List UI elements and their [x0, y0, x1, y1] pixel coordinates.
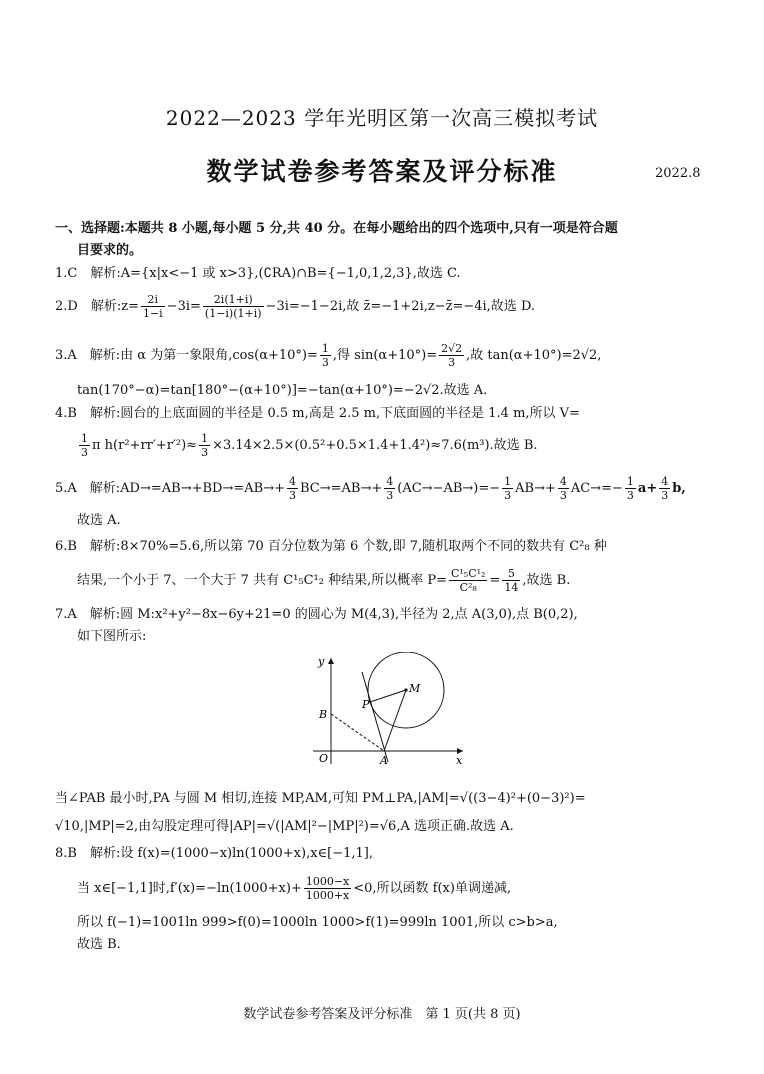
segment-mp — [370, 690, 406, 702]
q3-frac1-num: 1 — [321, 342, 329, 355]
answer-key-title: 数学试卷参考答案及评分标准 — [206, 157, 558, 186]
q8-suffix: <0,所以函数 f(x)单调递减, — [353, 881, 512, 896]
q5-frac4 — [558, 475, 569, 502]
q3-prefix: 3.A 解析:由 α 为第一象限角,cos(α+10°)= — [55, 348, 318, 363]
q5-frac5 — [625, 475, 636, 502]
section-heading-line1: 一、选择题:本题共 8 小题,每小题 5 分,共 40 分。在每小题给出的四个选项中,只有一项是符合题 — [55, 221, 618, 236]
q5-frac4-num: 4 — [559, 475, 567, 488]
q4-mid: π h(r²+rr′+r′²)≈ — [92, 438, 198, 453]
q5-frac1-den: 3 — [288, 489, 296, 502]
q8-line2 — [77, 875, 511, 902]
tangent-line-pa — [362, 672, 388, 762]
q5-frac3-num: 1 — [504, 475, 512, 488]
q8-line4: 故选 B. — [77, 937, 121, 952]
q3-frac2-den: 3 — [448, 356, 456, 369]
q5-frac5-den: 3 — [626, 489, 634, 502]
q6-line2 — [77, 567, 570, 594]
q5-frac3 — [502, 475, 513, 502]
q8-frac1 — [304, 875, 351, 902]
label-o: O — [319, 752, 329, 765]
q2-answer — [55, 293, 535, 320]
y-axis-arrow-icon — [328, 658, 334, 664]
page-footer: 数学试卷参考答案及评分标准 第 1 页(共 8 页) — [243, 1007, 521, 1022]
q4-frac2-num: 1 — [201, 432, 209, 445]
q5-frac2-den: 3 — [386, 489, 394, 502]
q6-frac1 — [449, 567, 487, 594]
q5-frac6 — [659, 475, 670, 502]
segment-am — [384, 690, 406, 751]
label-m: M — [409, 682, 421, 695]
label-p: P — [362, 698, 370, 711]
q4-line1: 4.B 解析:圆台的上底面圆的半径是 0.5 m,高是 2.5 m,下底面圆的半径是 1.4 m,所以 V= — [55, 406, 580, 421]
q3-answer — [55, 342, 601, 369]
q4-frac1 — [79, 432, 90, 459]
point-m — [404, 688, 407, 691]
q3-line2: tan(170°−α)=tan[180°−(α+10°)]=−tan(α+10°)=−2√2.故选 A. — [77, 383, 488, 398]
q3-frac1 — [320, 342, 331, 369]
q7-line2: 如下图所示: — [77, 629, 147, 644]
q4-line2 — [77, 432, 538, 459]
exam-title: 2022—2023 学年光明区第一次高三模拟考试 — [165, 106, 599, 130]
label-b: B — [319, 708, 328, 721]
q5-frac3-den: 3 — [504, 489, 512, 502]
q5-suffix: b, — [672, 481, 686, 496]
q5-frac1 — [287, 475, 298, 502]
q5-frac6-num: 4 — [661, 475, 669, 488]
q7-figure — [308, 652, 468, 771]
q2-frac2-num: 2i(1+i) — [203, 293, 264, 307]
q7-diagram — [308, 652, 468, 767]
q3-frac2 — [439, 342, 464, 369]
q5-line2: 故选 A. — [77, 513, 121, 528]
label-x: x — [456, 754, 463, 767]
q4-suffix: ×3.14×2.5×(0.5²+0.5×1.4+1.4²)≈7.6(m³).故选 B. — [212, 438, 538, 453]
q3-suffix: ,故 tan(α+10°)=2√2, — [466, 348, 602, 363]
q6-prefix: 结果,一个小于 7、一个大于 7 共有 C¹₅C¹₂ 种结果,所以概率 P= — [77, 573, 447, 588]
q3-frac1-den: 3 — [321, 356, 329, 369]
q6-suffix: ,故选 B. — [522, 573, 571, 588]
q5-frac6-den: 3 — [661, 489, 669, 502]
q5-mid1: BC→=AB→+ — [299, 481, 383, 496]
q2-frac2-den: (1−i)(1+i) — [204, 307, 262, 320]
q2-frac1-num: 2i — [141, 293, 165, 307]
q5-frac2-num: 4 — [386, 475, 394, 488]
q5-prefix: 5.A 解析:AD→=AB→+BD→=AB→+ — [55, 481, 285, 496]
q8-prefix: 当 x∈[−1,1]时,f′(x)=−ln(1000+x)+ — [77, 881, 302, 896]
q6-eq: = — [489, 573, 501, 588]
q5-mid5: a+ — [637, 481, 658, 496]
q2-frac1-den: 1−i — [142, 307, 163, 320]
q8-line3: 所以 f(−1)=1001ln 999>f(0)=1000ln 1000>f(1)=999ln 1001,所以 c>b>a, — [77, 915, 558, 930]
q6-frac2 — [502, 567, 520, 594]
q4-frac1-den: 3 — [81, 446, 88, 459]
q4-frac1-num: 1 — [81, 432, 88, 445]
q4-frac2 — [199, 432, 210, 459]
q8-frac1-den: 1000+x — [305, 889, 350, 902]
q2-prefix: 2.D 解析:z= — [55, 299, 139, 314]
q5-answer — [55, 475, 686, 502]
q5-frac4-den: 3 — [559, 489, 567, 502]
q6-frac1-num: C¹₅C¹₂ — [450, 567, 486, 580]
label-y: y — [318, 655, 325, 668]
q7-line4: √10,|MP|=2,由勾股定理可得|AP|=√(|AM|²−|MP|²)=√6,A 选项正确.故选 A. — [55, 819, 514, 834]
q3-mid: ,得 sin(α+10°)= — [332, 348, 438, 363]
q3-frac2-num: 2√2 — [441, 342, 463, 355]
q7-line1: 7.A 解析:圆 M:x²+y²−8x−6y+21=0 的圆心为 M(4,3),半径为 2,点 A(3,0),点 B(0,2), — [55, 607, 578, 622]
q2-suffix: −3i=−1−2i,故 z̄=−1+2i,z−z̄=−4i,故选 D. — [265, 299, 536, 314]
q4-frac2-den: 3 — [201, 446, 209, 459]
q6-frac2-num: 5 — [502, 567, 520, 581]
q5-mid4: AC→=− — [570, 481, 623, 496]
q2-mid: −3i= — [166, 299, 201, 314]
q7-line3: 当∠PAB 最小时,PA 与圆 M 相切,连接 MP,AM,可知 PM⊥PA,|AM|=√((3−4)²+(0−3)²)= — [55, 791, 586, 806]
section-heading-line2: 目要求的。 — [77, 243, 143, 258]
q2-frac1 — [141, 293, 165, 320]
q5-mid3: AB→+ — [515, 481, 556, 496]
q5-frac2 — [384, 475, 395, 502]
q2-frac2 — [203, 293, 264, 320]
q5-frac1-num: 4 — [288, 475, 296, 488]
q8-frac1-num: 1000−x — [305, 875, 350, 888]
q8-line1: 8.B 解析:设 f(x)=(1000−x)ln(1000+x),x∈[−1,1], — [55, 846, 374, 861]
q6-frac2-den: 14 — [504, 581, 519, 594]
label-a: A — [380, 754, 388, 767]
q6-frac1-den: C²₈ — [459, 581, 477, 594]
q5-frac5-num: 1 — [626, 475, 634, 488]
q5-mid2: (AC→−AB→)=− — [397, 481, 501, 496]
q1-answer: 1.C 解析:A={x|x<−1 或 x>3},(∁RA)∩B={−1,0,1,2,3},故选 C. — [55, 266, 461, 281]
exam-date: 2022.8 — [655, 166, 701, 181]
q6-line1: 6.B 解析:8×70%=5.6,所以第 70 百分位数为第 6 个数,即 7,随机取两个不同的数共有 C²₈ 种 — [55, 539, 607, 554]
